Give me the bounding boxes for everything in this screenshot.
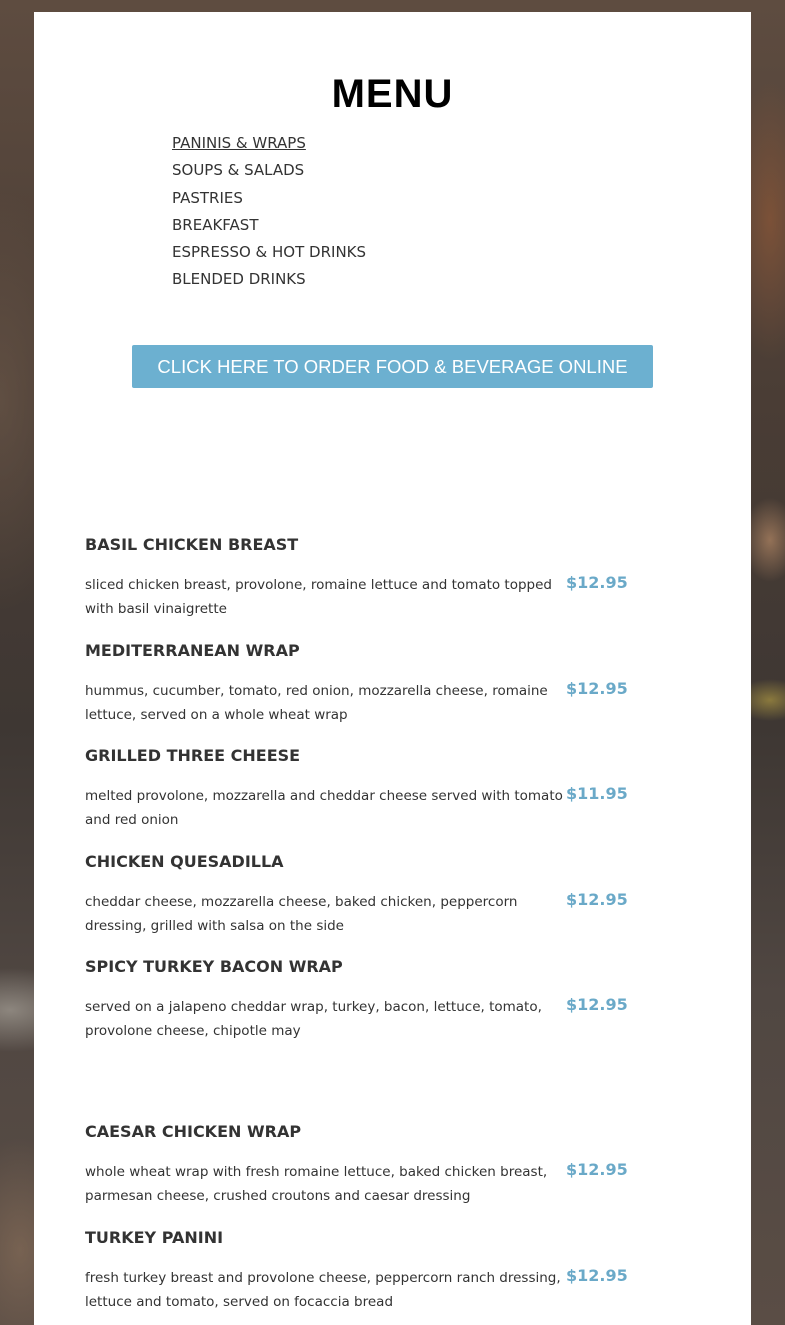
category-link-soups-salads[interactable]: SOUPS & SALADS	[172, 161, 305, 180]
category-link-pastries[interactable]: PASTRIES	[172, 188, 243, 207]
menu-item-price: $12.95	[566, 890, 628, 909]
menu-item-name: TURKEY PANINI	[85, 1228, 224, 1247]
menu-item-description: hummus, cucumber, tomato, red onion, mozzarella cheese, romaine lettuce, served on a whole wheat wrap	[85, 683, 548, 723]
category-link-paninis-wraps[interactable]: PANINIS & WRAPS	[172, 134, 306, 152]
menu-item-name: CAESAR CHICKEN WRAP	[85, 1122, 302, 1141]
page-title: MENU	[331, 72, 454, 116]
menu-item	[85, 1122, 628, 1204]
menu-item-name: GRILLED THREE CHEESE	[85, 746, 301, 765]
menu-item-description: served on a jalapeno cheddar wrap, turkey, bacon, lettuce, tomato, provolone cheese, chipotle may	[85, 999, 542, 1039]
menu-item-name: BASIL CHICKEN BREAST	[85, 535, 299, 554]
menu-item-name: SPICY TURKEY BACON WRAP	[85, 957, 343, 976]
menu-item	[85, 641, 628, 723]
menu-item-price: $12.95	[566, 995, 628, 1014]
menu-item-price: $12.95	[566, 1266, 628, 1285]
menu-item-description: cheddar cheese, mozzarella cheese, baked chicken, peppercorn dressing, grilled with salsa on the side	[85, 894, 518, 934]
menu-item-price: $12.95	[566, 573, 628, 592]
menu-item-price: $12.95	[566, 1160, 628, 1179]
category-link-blended-drinks[interactable]: BLENDED DRINKS	[172, 270, 306, 289]
menu-item-price: $11.95	[566, 784, 628, 803]
category-nav	[172, 130, 366, 294]
category-link-breakfast[interactable]: BREAKFAST	[172, 215, 259, 234]
category-link-espresso-hot-drinks[interactable]: ESPRESSO & HOT DRINKS	[172, 243, 367, 262]
menu-item-description: fresh turkey breast and provolone cheese, peppercorn ranch dressing, lettuce and tomato, served on focaccia bread	[85, 1270, 561, 1310]
menu-item-name: MEDITERRANEAN WRAP	[85, 641, 300, 660]
menu-item	[85, 957, 628, 1039]
menu-panel	[34, 12, 751, 1325]
menu-item	[85, 746, 628, 828]
menu-item	[85, 535, 628, 617]
menu-item-description: melted provolone, mozzarella and cheddar cheese served with tomato and red onion	[85, 788, 563, 828]
menu-item	[85, 852, 628, 934]
order-online-button[interactable]: CLICK HERE TO ORDER FOOD & BEVERAGE ONLINE	[132, 345, 653, 388]
menu-item-name: CHICKEN QUESADILLA	[85, 852, 284, 871]
menu-item-description: whole wheat wrap with fresh romaine lettuce, baked chicken breast, parmesan cheese, crushed croutons and caesar dressing	[85, 1164, 548, 1204]
menu-item	[85, 1228, 628, 1310]
menu-item-description: sliced chicken breast, provolone, romaine lettuce and tomato topped with basil vinaigrette	[85, 577, 552, 617]
menu-item-price: $12.95	[566, 679, 628, 698]
